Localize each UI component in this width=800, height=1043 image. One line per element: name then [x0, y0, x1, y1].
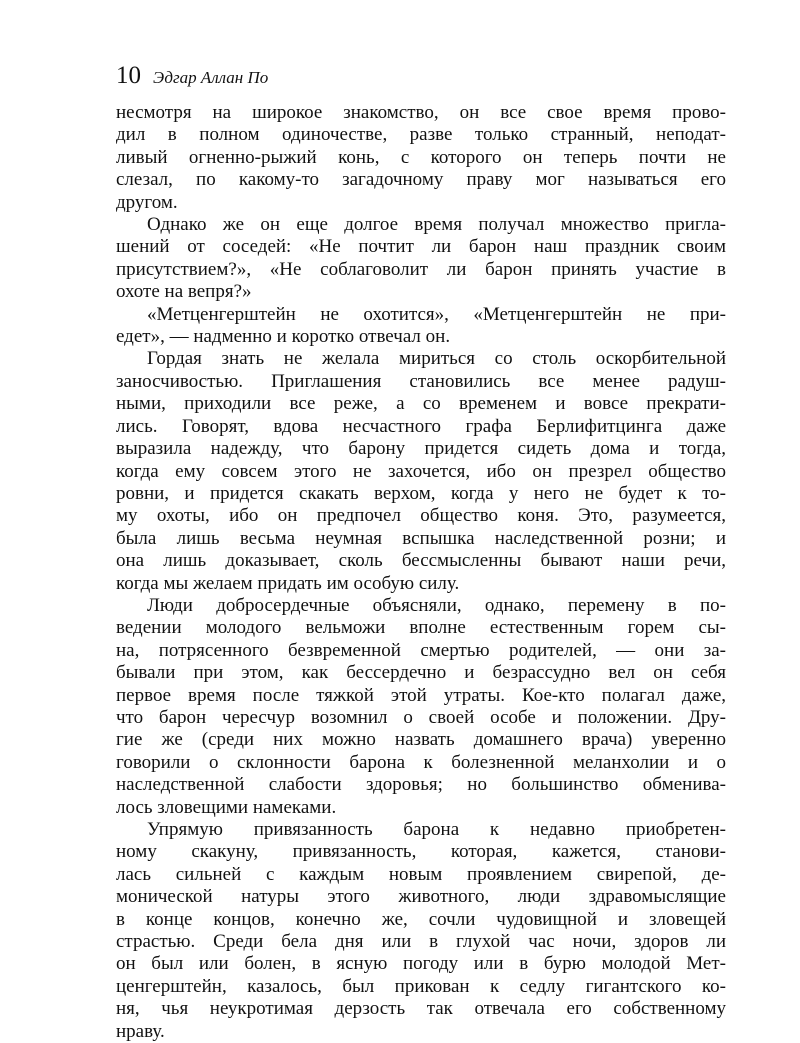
text-line: присутствием?», «Не соблаговолит ли барон принять участие в: [116, 258, 726, 280]
running-title: Эдгар Аллан По: [153, 68, 269, 87]
text-body: [116, 102, 726, 1043]
text-line: нраву.: [116, 1020, 165, 1042]
text-line: едет», — надменно и коротко отвечал он.: [116, 326, 451, 348]
running-head: [116, 62, 726, 102]
text-line: она лишь доказывает, сколь бессмысленны бывают наши речи,: [116, 550, 726, 572]
text-line: ведении молодого вельможи вполне естественным горем сы-: [116, 617, 726, 639]
text-line: охоте на вепря?»: [116, 281, 252, 303]
paragraph: [116, 102, 726, 214]
text-line: ценгерштейн, казалось, был прикован к седлу гигантского ко-: [116, 975, 726, 997]
text-line: в конце концов, конечно же, сочли чудовищной и зловещей: [116, 908, 726, 930]
text-line: ня, чья неукротимая дерзость так отвечала его собственному: [116, 998, 726, 1020]
paragraph: [116, 304, 726, 349]
text-line: Гордая знать не желала мириться со столь оскорбительной: [147, 348, 726, 370]
page-number: 10: [116, 62, 141, 89]
paragraph: [116, 214, 726, 304]
text-line: заносчивостью. Приглашения становились все менее радуш-: [116, 370, 726, 392]
text-line: на, потрясенного безвременной смертью родителей, — они за-: [116, 639, 726, 661]
paragraph: [116, 819, 726, 1043]
text-line: му охоты, ибо он предпочел общество коня. Это, разумеется,: [116, 505, 726, 527]
text-line: когда мы желаем придать им особую силу.: [116, 572, 460, 594]
text-line: бывали при этом, как бессердечно и безрассудно вел он себя: [116, 662, 726, 684]
text-line: первое время после тяжкой этой утраты. Кое-кто полагал даже,: [116, 684, 726, 706]
text-line: «Метценгерштейн не охотится», «Метценгерштейн не при-: [147, 303, 726, 325]
text-line: что барон чересчур возомнил о своей особе и положении. Дру-: [116, 706, 726, 728]
text-line: лась сильней с каждым новым проявлением свирепой, де-: [116, 863, 726, 885]
text-line: дил в полном одиночестве, разве только странный, неподат-: [116, 124, 726, 146]
text-line: ными, приходили все реже, а со временем и вовсе прекрати-: [116, 393, 726, 415]
text-line: другом.: [116, 191, 178, 213]
text-line: Упрямую привязанность барона к недавно приобретен-: [147, 819, 726, 840]
paragraph: [116, 595, 726, 819]
text-line: монической натуры этого животного, люди здравомыслящие: [116, 886, 726, 908]
text-line: ному скакуну, привязанность, которая, кажется, станови-: [116, 841, 726, 863]
text-line: страстью. Среди бела дня или в глухой час ночи, здоров ли: [116, 931, 726, 953]
text-line: шений от соседей: «Не почтит ли барон наш праздник своим: [116, 236, 726, 258]
text-line: ровни, и придется скакать верхом, когда у него не будет к то-: [116, 482, 726, 504]
text-line: была лишь весьма неумная вспышка наследственной розни; и: [116, 527, 726, 549]
text-line: слезал, по какому-то загадочному праву мог называться его: [116, 169, 726, 191]
text-line: наследственной слабости здоровья; но большинство обменива-: [116, 774, 726, 796]
text-line: когда ему совсем этого не захочется, ибо он презрел общество: [116, 460, 726, 482]
text-line: Люди добросердечные объясняли, однако, перемену в по-: [147, 594, 726, 616]
text-line: лось зловещими намеками.: [116, 796, 337, 818]
text-line: Однако же он еще долгое время получал множество пригла-: [147, 214, 726, 236]
text-line: выразила надежду, что барону придется сидеть дома и тогда,: [116, 438, 726, 460]
text-line: несмотря на широкое знакомство, он все свое время прово-: [116, 102, 726, 123]
text-line: говорили о склонности барона к болезненной меланхолии и о: [116, 751, 726, 773]
text-line: ливый огненно-рыжий конь, с которого он теперь почти не: [116, 146, 726, 168]
text-line: лись. Говорят, вдова несчастного графа Берлифитцинга даже: [116, 415, 726, 437]
text-line: гие же (среди них можно назвать домашнего врача) уверенно: [116, 729, 726, 751]
book-page: [116, 62, 726, 1043]
paragraph: [116, 348, 726, 594]
text-line: он был или болен, в ясную погоду или в бурю молодой Мет-: [116, 953, 726, 975]
